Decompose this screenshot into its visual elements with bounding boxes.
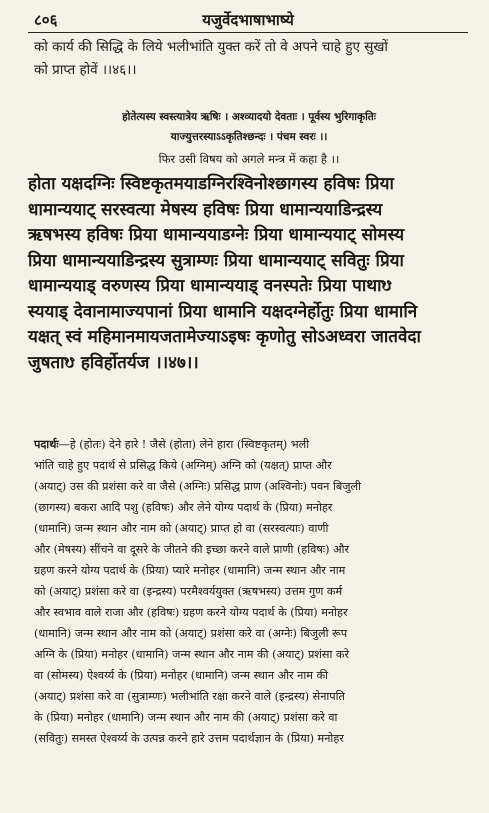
- padarth-label: पदार्थः: [34, 437, 59, 451]
- commentary-paragraph: [34, 434, 464, 749]
- commentary-line: (अयाट्) प्रशंसा करे वा (सुत्राम्णः) भलीभांति रक्षा करने वाले (इन्द्रस्य) सेनापति: [34, 690, 345, 703]
- commentary-line: (धामानि) जन्म स्थान और नाम को (अयाट्) प्राप्त हो वा (सरस्वत्याः) वाणी: [34, 522, 329, 535]
- commentary-line: (धामानि) जन्म स्थान और नाम को (अयाट्) प्रशंसा करे वा (अग्नेः) बिजुली रूप: [34, 627, 348, 640]
- mantra-line: प्रिया धामान्ययाडिन्द्रस्य सुत्राम्णः प्रिया धामान्ययाट् सवितुः प्रिया: [28, 250, 404, 271]
- intro-line: को प्राप्त होवें ।।४६।।: [34, 62, 137, 78]
- commentary-line: और (मेषस्य) सींचने वा दूसरे के जीतने की इच्छा करने वाले प्राणी (हविषः) और: [34, 543, 350, 556]
- commentary-line: के (प्रिया) मनोहर (धामानि) जन्म स्थान और नाम की (अयाट्) प्रशंसा करे वा: [34, 711, 338, 724]
- mantra-line: धामान्ययाट् सरस्वत्या मेषस्य हविषः प्रिया धामान्ययाडिन्द्रस्य: [28, 199, 383, 220]
- page-number: ८०६: [34, 11, 58, 29]
- metadata-line: याज्युत्तरस्याऽऽकृतिश्छन्दः । पंचम स्वरः ।।: [170, 131, 328, 143]
- commentary-line: ग्रहण करने योग्य पदार्थ के (प्रिया) प्यारे मनोहर (धामानि) जन्म स्थान और नाम: [34, 564, 346, 577]
- commentary-first-text: —हे (होतः) देने हारे ! जैसे (होता) लेने हारा (स्विष्टकृतम्) भली: [58, 438, 310, 451]
- intro-line: को कार्य की सिद्धि के लिये भलीभांति युक्त करें तो वे अपने चाहे हुए सुखों: [34, 39, 388, 55]
- commentary-line: भांति चाहे हुए पदार्थ से प्रसिद्ध किये (अग्निम्) अग्नि को (यक्षत्) प्राप्त और: [34, 459, 332, 472]
- commentary-line: अग्नि के (प्रिया) मनोहर (धामानि) जन्म स्थान और नाम की (अयाट्) प्रशंसा करे: [34, 648, 350, 661]
- metadata-line: होतेत्यस्य स्वस्त्यात्रेय ऋषिः । अश्व्यादयो देवताः । पूर्वस्य भुरिगाकृतिः: [122, 111, 376, 123]
- mantra-metadata: [30, 107, 468, 147]
- commentary-line: (सवितुः) समस्त ऐश्वर्य्य के उत्पन्न करने हारे उत्तम पदार्थज्ञान के (प्रिया) मनोहर: [34, 732, 344, 745]
- subheading: फिर उसी विषय को अगले मन्त्र में कहा है ।।: [158, 152, 340, 166]
- page-header: [28, 8, 468, 33]
- commentary-first-line: [34, 434, 464, 455]
- mantra-line: होता यक्षदग्निः स्विष्टकृतमयाडग्निरश्विनोश्छागस्य हविषः प्रिया: [28, 174, 394, 194]
- commentary-line: (छागस्य) बकरा आदि पशु (हविषः) और लेने योग्य पदार्थ के (प्रिया) मनोहर: [34, 501, 333, 514]
- mantra-line: स्ययाड् देवानामाज्यपानां प्रिया धामानि यक्षदग्नेर्होतुः प्रिया धामानि: [28, 301, 418, 322]
- commentary-line: और स्वभाव वाले राजा और (हविषः) ग्रहण करने योग्य पदार्थ के (प्रिया) मनोहर: [34, 606, 348, 619]
- commentary-line: को (अयाट्) प्रशंसा करे वा (इन्द्रस्य) परमैश्वर्ययुक्त (ऋषभस्य) उत्तम गुण कर्म: [34, 585, 343, 598]
- mantra-verse: [28, 172, 468, 376]
- intro-paragraph: [34, 36, 462, 82]
- running-title: यजुर्वेदभाषाभाष्ये: [202, 11, 294, 29]
- mantra-line: ऋषभस्य हविषः प्रिया धामान्ययाडग्नेः प्रिया धामान्ययाट् सोमस्य: [28, 225, 405, 245]
- mantra-line: धामान्ययाड् वरुणस्य प्रिया धामान्ययाड् वनस्पतेः प्रिया पाथाᳪ: [28, 276, 392, 296]
- commentary-line: (अयाट्) उस की प्रशंसा करे वा जैसे (अग्निः) प्रसिद्ध प्राण (अश्विनोः) पवन बिजुली: [34, 480, 362, 493]
- commentary-line: वा (सोमस्य) ऐश्वर्य्य के (प्रिया) मनोहर (धामानि) जन्म स्थान और नाम की: [34, 669, 329, 682]
- mantra-line: यक्षत् स्वं महिमानमायजतामेज्याऽइषः कृणोतु सोऽअध्वरा जातवेदा: [28, 327, 421, 347]
- mantra-line: जुषताᳪ हविर्होतर्यज ।।४७।।: [28, 352, 199, 373]
